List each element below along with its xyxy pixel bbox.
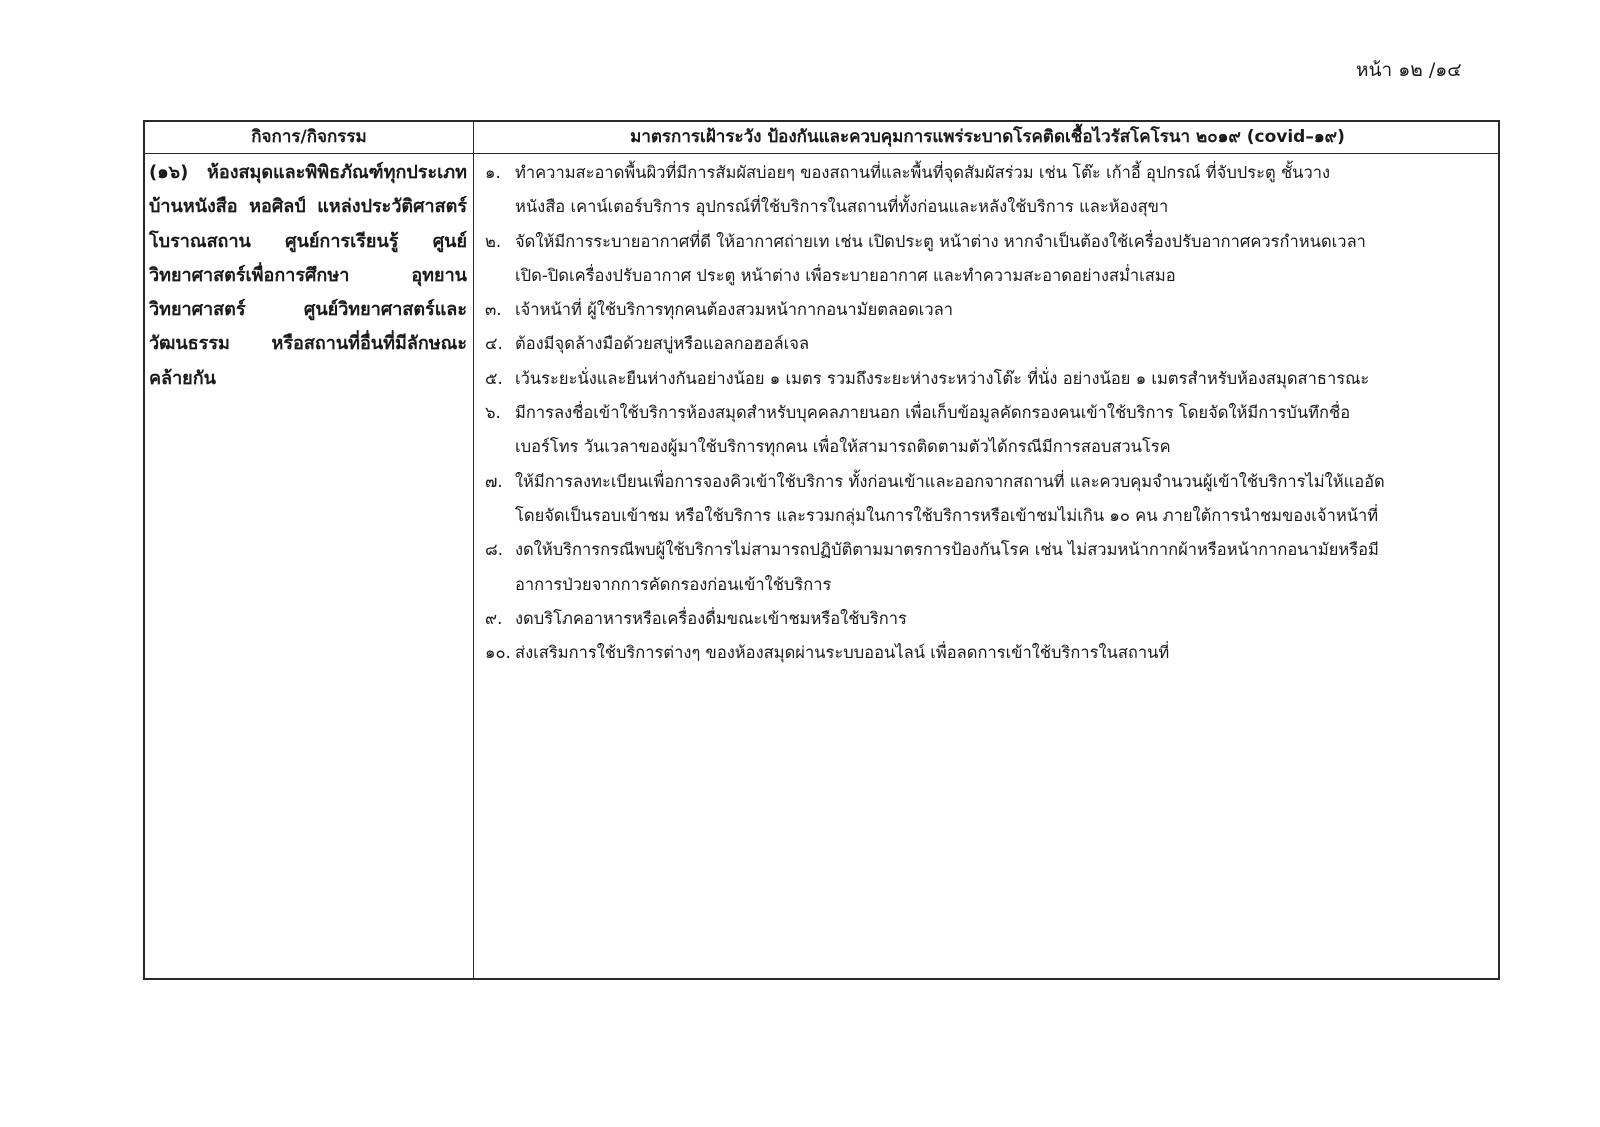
measure-number: ๑๐. <box>485 643 511 663</box>
header-activity: กิจการ/กิจกรรม <box>251 127 367 147</box>
measures-table <box>143 120 1500 980</box>
measure-item <box>477 362 1493 396</box>
measure-number: ๒. <box>485 231 502 251</box>
measure-text: ทำความสะอาดพื้นผิวที่มีการสัมผัสบ่อยๆ ของสถานที่และพื้นที่จุดสัมผัสร่วม เช่น โต๊ะ เก้าอี้ อุปกรณ์ ที่จับประตู ชั้นวาง หนังสือ เคาน์เตอร์บริการ อุปกรณ์ที่ใช้บริการในสถานที่ทั้งก่อนและหลังใช้บริการ และห้องสุขา <box>515 163 1331 217</box>
measure-text: ให้มีการลงทะเบียนเพื่อการจองคิวเข้าใช้บริการ ทั้งก่อนเข้าและออกจากสถานที่ และควบคุมจำนวนผู้เข้าใช้บริการไม่ให้แออัด โดยจัดเป็นรอบเข้าชม หรือใช้บริการ และรวมกลุ่มในการใช้บริการหรือเข้าชมไม่เกิน ๑๐ คน ภายใต้การนำชมของเจ้าหน้าที่ <box>515 471 1385 525</box>
page-number: หน้า ๑๒ /๑๔ <box>1356 59 1462 81</box>
measure-item <box>477 156 1493 225</box>
measure-item <box>477 225 1493 294</box>
measure-item <box>477 327 1493 361</box>
measure-number: ๓. <box>485 300 502 320</box>
measure-text: ต้องมีจุดล้างมือด้วยสบู่หรือแอลกอฮอล์เจล <box>515 334 810 354</box>
measure-item <box>477 293 1493 327</box>
column-divider <box>473 122 474 978</box>
measure-number: ๔. <box>485 334 503 354</box>
measure-text: จัดให้มีการระบายอากาศที่ดี ให้อากาศถ่ายเท เช่น เปิดประตู หน้าต่าง หากจำเป็นต้องใช้เครื่องปรับอากาศควรกำหนดเวลา เปิด-ปิดเครื่องปรับอากาศ ประตู หน้าต่าง เพื่อระบายอากาศ และทำความสะอาดอย่างสม่ำเสมอ <box>515 231 1366 285</box>
measure-text: เจ้าหน้าที่ ผู้ใช้บริการทุกคนต้องสวมหน้ากากอนามัยตลอดเวลา <box>515 300 953 320</box>
header-measures: มาตรการเฝ้าระวัง ป้องกันและควบคุมการแพร่ระบาดโรคติดเชื้อไวรัสโคโรนา ๒๐๑๙ (covid–๑๙) <box>630 127 1345 147</box>
measure-number: ๘. <box>485 540 503 560</box>
measure-number: ๙. <box>485 608 503 628</box>
measure-item <box>477 396 1493 465</box>
measure-text: งดบริโภคอาหารหรือเครื่องดื่มขณะเข้าชมหรือใช้บริการ <box>515 608 907 628</box>
measure-item <box>477 533 1493 602</box>
measure-text: เว้นระยะนั่งและยืนห่างกันอย่างน้อย ๑ เมตร รวมถึงระยะห่างระหว่างโต๊ะ ที่นั่ง อย่างน้อย ๑ เมตรสำหรับห้องสมุดสาธารณะ <box>515 368 1370 388</box>
activity-cell: (๑๖) ห้องสมุดและพิพิธภัณฑ์ทุกประเภท บ้านหนังสือ หอศิลป์ แหล่งประวัติศาสตร์ โบราณสถาน ศูนย์การเรียนรู้ ศูนย์วิทยาศาสตร์เพื่อการศึกษา อุทยานวิทยาศาสตร์ ศูนย์วิทยาศาสตร์และวัฒนธรรม หรือสถานที่อื่นที่มีลักษณะคล้ายกัน <box>149 162 467 389</box>
measure-text: ส่งเสริมการใช้บริการต่างๆ ของห้องสมุดผ่านระบบออนไลน์ เพื่อลดการเข้าใช้บริการในสถานที่ <box>515 643 1170 663</box>
measures-list <box>477 156 1493 670</box>
measure-number: ๑. <box>485 163 501 182</box>
measure-number: ๖. <box>485 403 501 423</box>
measure-text: มีการลงชื่อเข้าใช้บริการห้องสมุดสำหรับบุคคลภายนอก เพื่อเก็บข้อมูลคัดกรองคนเข้าใช้บริการ โดยจัดให้มีการบันทึกชื่อ เบอร์โทร วันเวลาของผู้มาใช้บริการทุกคน เพื่อให้สามารถติดตามตัวได้กรณีมีการสอบสวนโรค <box>515 403 1351 457</box>
measure-item <box>477 602 1493 636</box>
measure-number: ๕. <box>485 368 503 388</box>
measure-number: ๗. <box>485 471 503 491</box>
measure-text: งดให้บริการกรณีพบผู้ใช้บริการไม่สามารถปฏิบัติตามมาตรการป้องกันโรค เช่น ไม่สวมหน้ากากผ้าหรือหน้ากากอนามัยหรือมี อาการป่วยจากการคัดกรองก่อนเข้าใช้บริการ <box>515 540 1379 594</box>
header-divider <box>145 153 1498 154</box>
measure-item <box>477 465 1493 534</box>
measure-item <box>477 636 1493 670</box>
